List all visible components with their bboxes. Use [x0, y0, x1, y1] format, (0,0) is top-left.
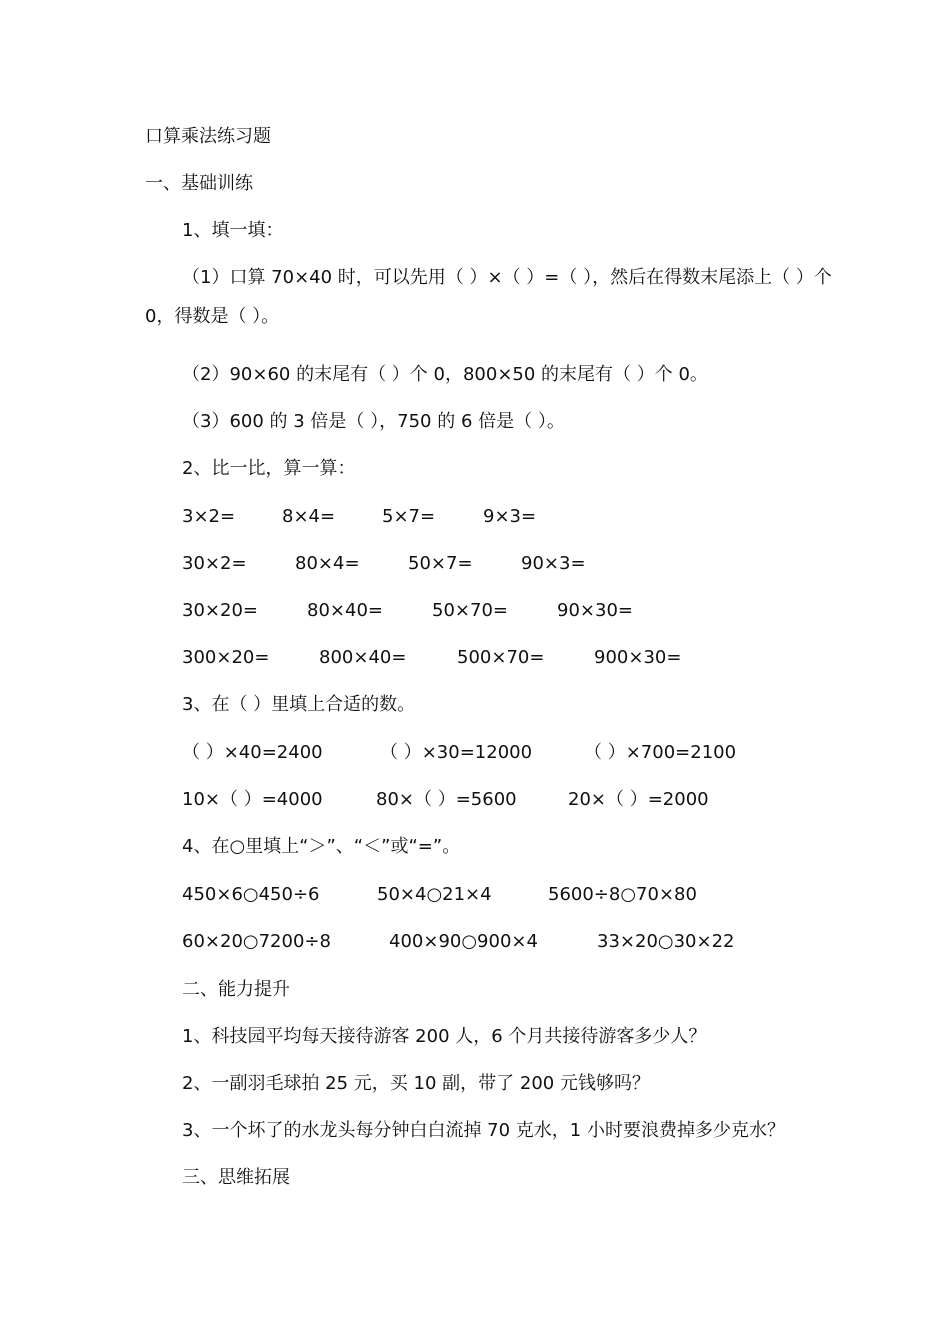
q2-cell: 50×7=: [408, 553, 473, 574]
q2-cell: 3×2=: [182, 506, 236, 527]
q4-cell: 450×6○450÷6: [182, 884, 320, 905]
q1-label: 1、填一填：: [182, 220, 284, 241]
q3-cell: （ ）×40=2400: [182, 742, 323, 763]
section2-item: 2、一副羽毛球拍 25 元，买 10 副，带了 200 元钱够吗？: [182, 1073, 650, 1094]
q1-item1-line1: （1）口算 70×40 时，可以先用（ ）×（ ）=（ ），然后在得数末尾添上（ ）个: [182, 267, 832, 288]
q2-cell: 800×40=: [319, 647, 407, 668]
q4-cell: 60×20○7200÷8: [182, 931, 331, 952]
q4-cell: 5600÷8○70×80: [548, 884, 697, 905]
q2-cell: 90×30=: [557, 600, 633, 621]
q2-cell: 8×4=: [282, 506, 336, 527]
q4-cell: 50×4○21×4: [377, 884, 492, 905]
q2-cell: 9×3=: [483, 506, 537, 527]
q2-cell: 80×4=: [295, 553, 360, 574]
q3-label: 3、在（ ）里填上合适的数。: [182, 694, 416, 715]
q1-item1-line2: 0，得数是（ ）。: [145, 306, 280, 327]
page-title: 口算乘法练习题: [145, 126, 271, 147]
q2-cell: 30×20=: [182, 600, 258, 621]
q2-label: 2、比一比，算一算：: [182, 458, 356, 479]
section3-heading: 三、思维拓展: [182, 1167, 290, 1188]
section2-item: 1、科技园平均每天接待游客 200 人，6 个月共接待游客多少人？: [182, 1026, 707, 1047]
q2-cell: 30×2=: [182, 553, 247, 574]
q2-cell: 300×20=: [182, 647, 270, 668]
q3-cell: 20×（ ）=2000: [568, 789, 709, 810]
q1-item2: （2）90×60 的末尾有（ ）个 0，800×50 的末尾有（ ）个 0。: [182, 364, 708, 385]
q2-cell: 500×70=: [457, 647, 545, 668]
section1-heading: 一、基础训练: [145, 173, 253, 194]
q4-label: 4、在○里填上“＞”、“＜”或“=”。: [182, 836, 461, 857]
q3-cell: （ ）×30=12000: [380, 742, 533, 763]
section2-item: 3、一个坏了的水龙头每分钟白白流掉 70 克水，1 小时要浪费掉多少克水？: [182, 1120, 785, 1141]
q1-item3: （3）600 的 3 倍是（ ），750 的 6 倍是（ ）。: [182, 411, 565, 432]
q4-cell: 400×90○900×4: [389, 931, 538, 952]
q2-cell: 90×3=: [521, 553, 586, 574]
q2-cell: 80×40=: [307, 600, 383, 621]
q2-cell: 900×30=: [594, 647, 682, 668]
section2-heading: 二、能力提升: [182, 979, 290, 1000]
q2-cell: 5×7=: [382, 506, 436, 527]
q3-cell: 80×（ ）=5600: [376, 789, 517, 810]
q3-cell: 10×（ ）=4000: [182, 789, 323, 810]
q3-cell: （ ）×700=2100: [584, 742, 737, 763]
q4-cell: 33×20○30×22: [597, 931, 735, 952]
q2-cell: 50×70=: [432, 600, 508, 621]
